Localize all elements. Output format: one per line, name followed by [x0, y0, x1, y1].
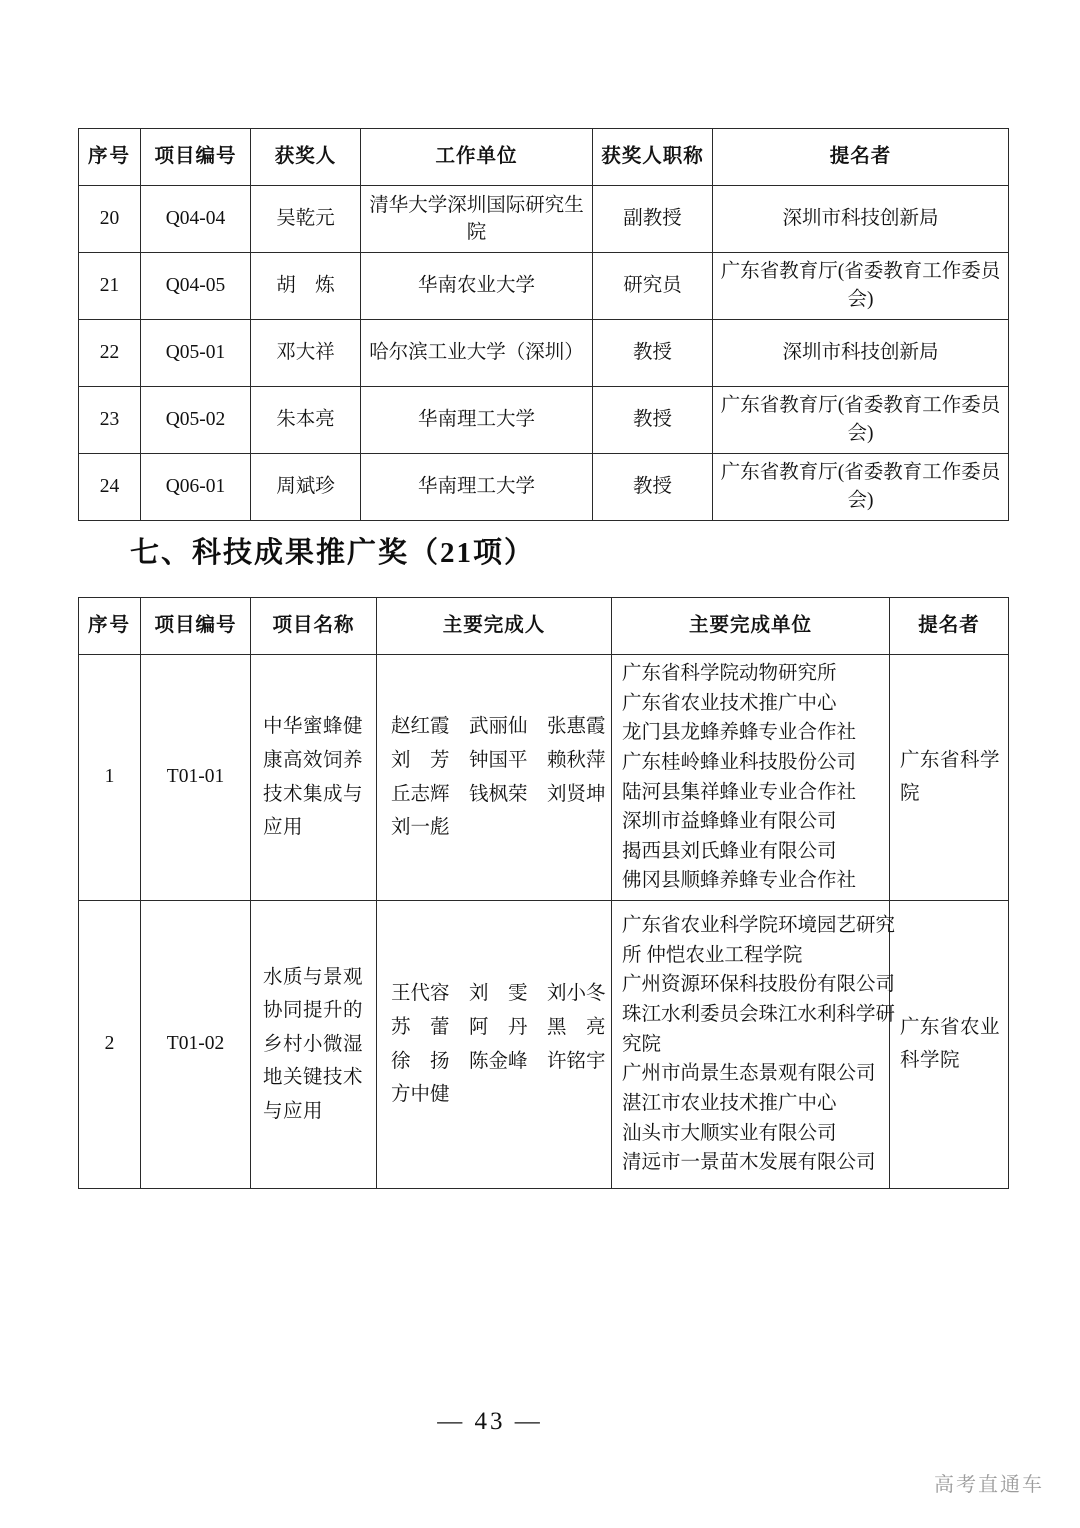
cell-nominator: 广东省教育厅(省委教育工作委员会) — [713, 454, 1009, 521]
project-name-line: 中华蜜蜂健 — [263, 716, 364, 738]
cell-nominator: 广东省教育厅(省委教育工作委员会) — [713, 387, 1009, 454]
column-header-project-name: 项目名称 — [251, 598, 377, 655]
unit-line: 广东桂岭蜂业科技股份公司 — [622, 751, 857, 773]
unit-line: 仲恺农业工程学院 — [646, 944, 803, 966]
cell-nominator — [890, 655, 1009, 901]
cell-nominator: 深圳市科技创新局 — [713, 186, 1009, 253]
cell-seq: 23 — [79, 387, 141, 454]
unit-line: 广州资源环保科技股份有限公司 — [622, 974, 896, 996]
column-header-nominator: 提名者 — [713, 129, 1009, 186]
unit-line: 所 — [622, 944, 642, 966]
cell-awardee: 周斌珍 — [251, 454, 361, 521]
column-header-seq: 序号 — [79, 129, 141, 186]
cell-nominator — [890, 901, 1009, 1189]
nominator-line: 广东省科学 — [900, 750, 1001, 772]
column-header-unit: 工作单位 — [361, 129, 593, 186]
project-name-line: 与应用 — [263, 1100, 324, 1122]
project-name-line: 协同提升的 — [263, 1000, 364, 1022]
table-header-row — [79, 598, 1009, 655]
table-row — [79, 901, 1009, 1189]
cell-job-title: 研究员 — [593, 253, 713, 320]
cell-seq: 1 — [79, 655, 141, 901]
cell-main-units — [612, 901, 896, 1189]
nominator-line: 科学院 — [900, 1049, 961, 1071]
contributor-line: 苏 蕾 阿 丹 黑 亮 — [391, 1016, 606, 1038]
column-header-seq: 序号 — [79, 598, 141, 655]
table-header-row — [79, 129, 1009, 186]
contributor-line: 赵红霞 武丽仙 张惠霞 — [391, 716, 606, 738]
table-row — [79, 320, 1009, 387]
cell-job-title: 教授 — [593, 320, 713, 387]
cell-seq: 2 — [79, 901, 141, 1189]
nominator-line: 广东省农业 — [900, 1017, 1001, 1039]
cell-awardee: 吴乾元 — [251, 186, 361, 253]
project-name-line: 地关键技术 — [263, 1067, 364, 1089]
cell-main-contributors — [377, 655, 612, 901]
cell-seq: 21 — [79, 253, 141, 320]
column-header-nominator: 提名者 — [890, 598, 1009, 655]
table-row — [79, 387, 1009, 454]
unit-line: 广东省农业科学院环境园艺研究 — [622, 915, 896, 937]
cell-code: Q06-01 — [141, 454, 251, 521]
cell-unit: 华南理工大学 — [361, 387, 593, 454]
cell-unit: 华南农业大学 — [361, 253, 593, 320]
table-row — [79, 253, 1009, 320]
unit-line: 广东省科学院动物研究所 — [622, 663, 837, 684]
unit-line: 广州市尚景生态景观有限公司 — [622, 1063, 876, 1085]
cell-nominator: 深圳市科技创新局 — [713, 320, 1009, 387]
contributor-line: 刘 芳 钟国平 赖秋萍 — [391, 749, 606, 771]
awardees-table — [78, 128, 1009, 521]
table-row — [79, 186, 1009, 253]
cell-awardee: 邓大祥 — [251, 320, 361, 387]
cell-code: Q05-02 — [141, 387, 251, 454]
column-header-awardee: 获奖人 — [251, 129, 361, 186]
unit-line: 陆河县集祥蜂业专业合作社 — [622, 781, 857, 803]
unit-line: 湛江市农业技术推广中心 — [622, 1092, 837, 1114]
unit-line: 佛冈县顺蜂养蜂专业合作社 — [622, 870, 857, 892]
unit-line: 究院 — [622, 1033, 662, 1055]
column-header-code: 项目编号 — [141, 598, 251, 655]
cell-project-name — [251, 901, 377, 1189]
section-heading: 七、科技成果推广奖（21项） — [130, 537, 536, 569]
promotion-awards-table — [78, 597, 1009, 1189]
project-name-line: 技术集成与 — [263, 783, 364, 805]
unit-line: 龙门县龙蜂养蜂专业合作社 — [622, 722, 857, 744]
cell-code: Q05-01 — [141, 320, 251, 387]
cell-job-title: 教授 — [593, 387, 713, 454]
project-name-line: 应用 — [263, 817, 304, 839]
table-row — [79, 655, 1009, 901]
table-row — [79, 454, 1009, 521]
watermark: 高考直通车 — [934, 1474, 1044, 1496]
cell-seq: 20 — [79, 186, 141, 253]
column-header-main-units: 主要完成单位 — [612, 598, 890, 655]
contributor-line: 刘一彪 — [391, 817, 450, 839]
cell-main-units — [612, 655, 890, 901]
nominator-line: 院 — [900, 782, 921, 804]
contributor-line: 丘志辉 钱枫荣 刘贤坤 — [391, 783, 606, 805]
cell-unit: 华南理工大学 — [361, 454, 593, 521]
unit-line: 汕头市大顺实业有限公司 — [622, 1122, 837, 1144]
cell-awardee: 胡 炼 — [251, 253, 361, 320]
contributor-line: 王代容 刘 雯 刘小冬 — [391, 983, 606, 1005]
column-header-main-contributors: 主要完成人 — [377, 598, 612, 655]
cell-awardee: 朱本亮 — [251, 387, 361, 454]
cell-job-title: 副教授 — [593, 186, 713, 253]
unit-line: 揭西县刘氏蜂业有限公司 — [622, 840, 837, 862]
cell-job-title: 教授 — [593, 454, 713, 521]
project-name-line: 乡村小微湿 — [263, 1033, 364, 1055]
cell-code: T01-02 — [141, 901, 251, 1189]
cell-code: Q04-05 — [141, 253, 251, 320]
project-name-line: 康高效饲养 — [263, 749, 364, 771]
contributor-line: 徐 扬 陈金峰 许铭宇 — [391, 1050, 606, 1072]
project-name-line: 水质与景观 — [263, 966, 364, 988]
column-header-code: 项目编号 — [141, 129, 251, 186]
unit-line: 深圳市益蜂蜂业有限公司 — [622, 811, 837, 833]
cell-code: Q04-04 — [141, 186, 251, 253]
cell-code: T01-01 — [141, 655, 251, 901]
cell-nominator: 广东省教育厅(省委教育工作委员会) — [713, 253, 1009, 320]
cell-seq: 24 — [79, 454, 141, 521]
cell-main-contributors — [377, 901, 612, 1189]
cell-seq: 22 — [79, 320, 141, 387]
page-number: — 43 — — [437, 1408, 543, 1435]
unit-line: 广东省农业技术推广中心 — [622, 692, 837, 714]
unit-line: 珠江水利委员会珠江水利科学研 — [622, 1004, 896, 1026]
column-header-job-title: 获奖人职称 — [593, 129, 713, 186]
cell-unit: 清华大学深圳国际研究生院 — [361, 186, 593, 253]
cell-project-name — [251, 655, 377, 901]
unit-line: 清远市一景苗木发展有限公司 — [622, 1152, 876, 1174]
contributor-line: 方中健 — [391, 1084, 450, 1106]
cell-unit: 哈尔滨工业大学（深圳） — [361, 320, 593, 387]
